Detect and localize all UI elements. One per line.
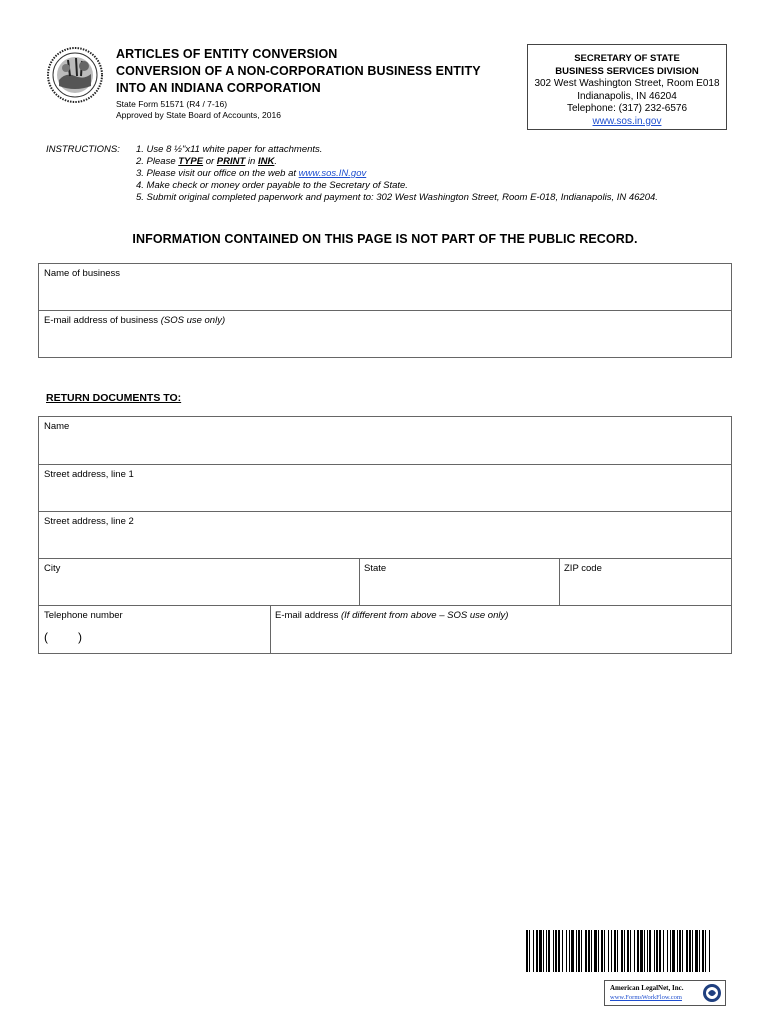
state-field[interactable]: [359, 559, 559, 605]
city-field[interactable]: [39, 559, 359, 605]
business-name-label: Name of business: [44, 268, 121, 279]
barcode-icon: [526, 930, 712, 972]
form-title-line-3: INTO AN INDIANA CORPORATION: [116, 81, 321, 95]
return-email-label: E-mail address: [275, 610, 341, 621]
sos-street: 302 West Washington Street, Room E018: [534, 78, 720, 89]
street-line-2-label: Street address, line 2: [44, 516, 134, 527]
street-line-2-field[interactable]: [39, 512, 731, 558]
ink-emphasis: INK: [257, 156, 275, 167]
return-documents-heading: RETURN DOCUMENTS TO:: [46, 392, 182, 404]
instruction-1: 1. Use 8 ½"x11 white paper for attachments.: [136, 144, 323, 155]
sos-title: SECRETARY OF STATE: [574, 53, 680, 64]
publisher-logo-icon: [702, 983, 722, 1003]
street-line-1-field[interactable]: [39, 465, 731, 511]
return-address-table: [38, 416, 732, 654]
form-number: State Form 51571 (R4 / 7-16): [116, 99, 228, 109]
sos-website-link[interactable]: www.sos.in.gov: [592, 115, 662, 127]
publisher-name: American LegalNet, Inc.: [610, 984, 684, 992]
sos-division: BUSINESS SERVICES DIVISION: [555, 65, 699, 77]
return-name-label: Name: [44, 421, 70, 432]
publisher-badge: [604, 980, 726, 1006]
business-name-field[interactable]: [39, 264, 731, 310]
title-block: [116, 46, 526, 121]
telephone-label: Telephone number: [44, 610, 123, 621]
form-title-line-2: CONVERSION OF A NON-CORPORATION BUSINESS ENTITY: [116, 64, 481, 78]
return-email-field[interactable]: E-mail address (If different from above – SOS use only): [275, 610, 509, 621]
print-emphasis: PRINT: [216, 156, 246, 167]
publisher-url[interactable]: www.FormsWorkFlow.com: [610, 994, 682, 1001]
zip-code-label: ZIP code: [564, 563, 602, 574]
business-email-label: E-mail address of business: [44, 315, 161, 326]
sos-telephone: Telephone: (317) 232-6576: [566, 103, 688, 114]
sos-address-box: [527, 44, 727, 130]
type-emphasis: TYPE: [178, 156, 204, 167]
telephone-field[interactable]: [39, 606, 270, 653]
area-code-parens: ( ): [44, 630, 82, 644]
state-seal-icon: [46, 46, 104, 104]
zip-code-field[interactable]: [559, 559, 731, 605]
return-name-field[interactable]: [39, 417, 731, 464]
business-info-table: [38, 263, 732, 358]
instruction-5: 5. Submit original completed paperwork and payment to: 302 West Washington Street, Room E-018, Indianapolis, IN 46204.: [136, 192, 658, 203]
instruction-3: 3. Please visit our office on the web at www.sos.IN.gov: [136, 168, 367, 179]
sos-city: Indianapolis, IN 46204: [577, 90, 677, 102]
form-title-line-1: ARTICLES OF ENTITY CONVERSION: [116, 47, 338, 61]
instructions-label: INSTRUCTIONS:: [46, 144, 120, 155]
street-line-1-label: Street address, line 1: [44, 469, 134, 480]
instruction-4: 4. Make check or money order payable to the Secretary of State.: [136, 180, 408, 191]
city-label: City: [44, 563, 61, 574]
form-approval: Approved by State Board of Accounts, 2016: [116, 110, 281, 120]
instruction-2: 2. Please TYPE or PRINT in INK.: [136, 156, 277, 167]
instructions-list: [136, 144, 658, 204]
state-label: State: [364, 563, 387, 574]
sos-web-link[interactable]: www.sos.IN.gov: [298, 168, 367, 179]
business-email-field[interactable]: E-mail address of business (SOS use only): [44, 315, 226, 326]
public-record-notice: INFORMATION CONTAINED ON THIS PAGE IS NOT PART OF THE PUBLIC RECORD.: [132, 232, 638, 246]
